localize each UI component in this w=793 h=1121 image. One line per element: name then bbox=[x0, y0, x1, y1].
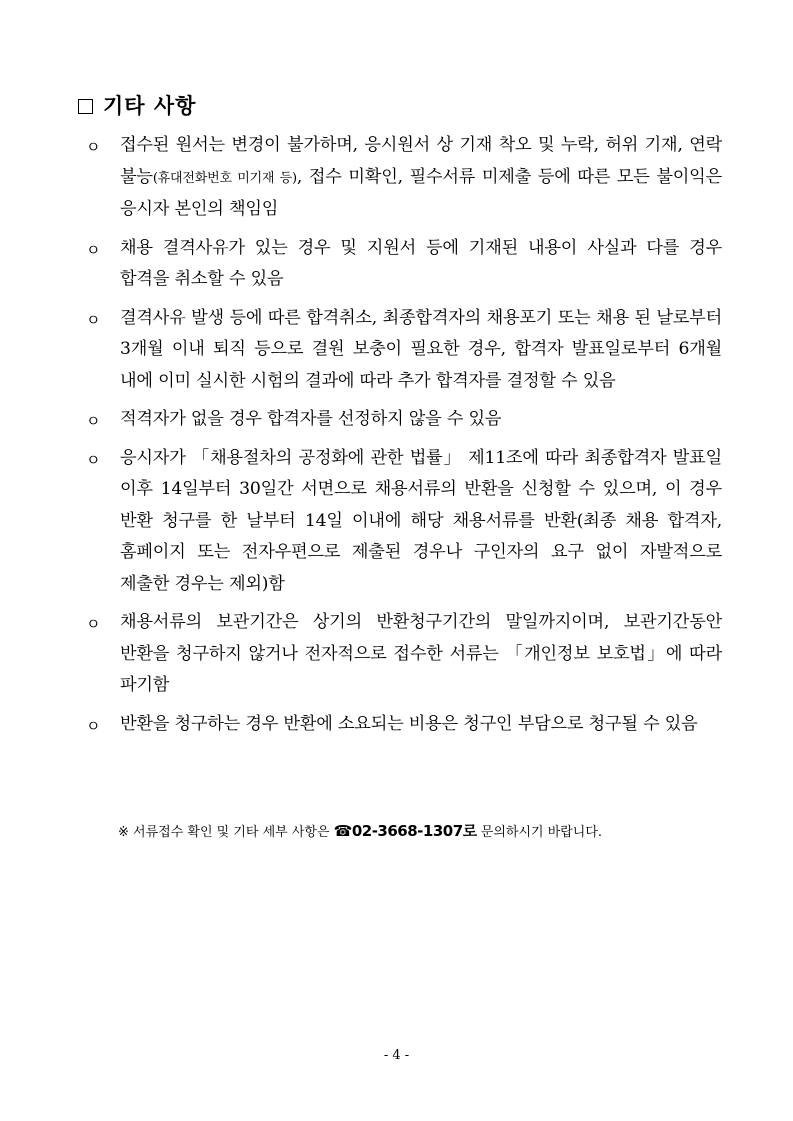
list-item bbox=[86, 130, 722, 226]
list-item bbox=[86, 233, 722, 296]
item-text-small: (휴대전화번호 미기재 등) bbox=[152, 170, 297, 186]
section-title bbox=[78, 90, 196, 120]
note-prefix: ※ 서류접수 확인 및 기타 세부 사항은 bbox=[118, 825, 334, 840]
bullet-circle-icon: ㅇ bbox=[86, 240, 101, 259]
list-item bbox=[86, 709, 722, 741]
section-title-text: 기타 사항 bbox=[103, 94, 197, 118]
item-text: 채용 결격사유가 있는 경우 및 지원서 등에 기재된 내용이 사실과 다를 경우 합격을 취소할 수 있음 bbox=[120, 237, 722, 289]
contact-note bbox=[118, 820, 602, 841]
list-item bbox=[86, 404, 722, 436]
checkbox-square-icon bbox=[78, 99, 93, 114]
item-text: 반환을 청구하는 경우 반환에 소요되는 비용은 청구인 부담으로 청구될 수 있음 bbox=[120, 713, 698, 734]
list-item bbox=[86, 607, 722, 702]
list-item bbox=[86, 443, 722, 601]
item-text: 적격자가 없을 경우 합격자를 선정하지 않을 수 있음 bbox=[120, 409, 502, 429]
bullet-circle-icon: ㅇ bbox=[86, 138, 101, 156]
item-text: 접수된 원서는 변경이 불가하며, 응시원서 상 기재 착오 및 누락, 허위 기재, 연락 불능 bbox=[120, 135, 722, 187]
bullet-circle-icon: ㅇ bbox=[86, 310, 101, 329]
item-text: 채용서류의 보관기간은 상기의 반환청구기간의 말일까지이며, 보관기간동안 반환을 청구하지 않거나 전자적으로 접수한 서류는 「개인정보 보호법」에 따라 파기함 bbox=[120, 612, 722, 695]
bullet-circle-icon: ㅇ bbox=[86, 450, 101, 469]
note-suffix: 문의하시기 바랍니다. bbox=[476, 825, 603, 840]
item-text: 응시자가 「채용절차의 공정화에 관한 법률」 제11조에 따라 최종합격자 발표일 이후 14일부터 30일간 서면으로 채용서류의 반환을 신청할 수 있으며, 이 경우 반환 청구를 한 날부터 14일 이내에 해당 채용서류를 반환(최종 채용 합격자, 홈페이지 또는 전자우편으로 제출된 경우나 구인자의 요구 없이 자발적으로 제출한 경우는 제외)함 bbox=[120, 447, 722, 594]
bullet-circle-icon: ㅇ bbox=[86, 716, 101, 735]
list-item bbox=[86, 303, 722, 398]
bullet-circle-icon: ㅇ bbox=[86, 412, 101, 430]
page-number: - 4 - bbox=[383, 1048, 410, 1063]
notice-list bbox=[86, 130, 722, 747]
phone-number: ☎02-3668-1307로 bbox=[333, 822, 477, 840]
item-text-after: , 접수 미확인, 필수서류 미제출 등에 따른 모든 불이익은 응시자 본인의 책임임 bbox=[120, 166, 722, 219]
bullet-circle-icon: ㅇ bbox=[86, 615, 101, 633]
item-text: 결격사유 발생 등에 따른 합격취소, 최종합격자의 채용포기 또는 채용 된 날로부터 3개월 이내 퇴직 등으로 결원 보충이 필요한 경우, 합격자 발표일로부터 6개월 내에 이미 실시한 시험의 결과에 따라 추가 합격자를 결정할 수 있음 bbox=[120, 307, 722, 391]
